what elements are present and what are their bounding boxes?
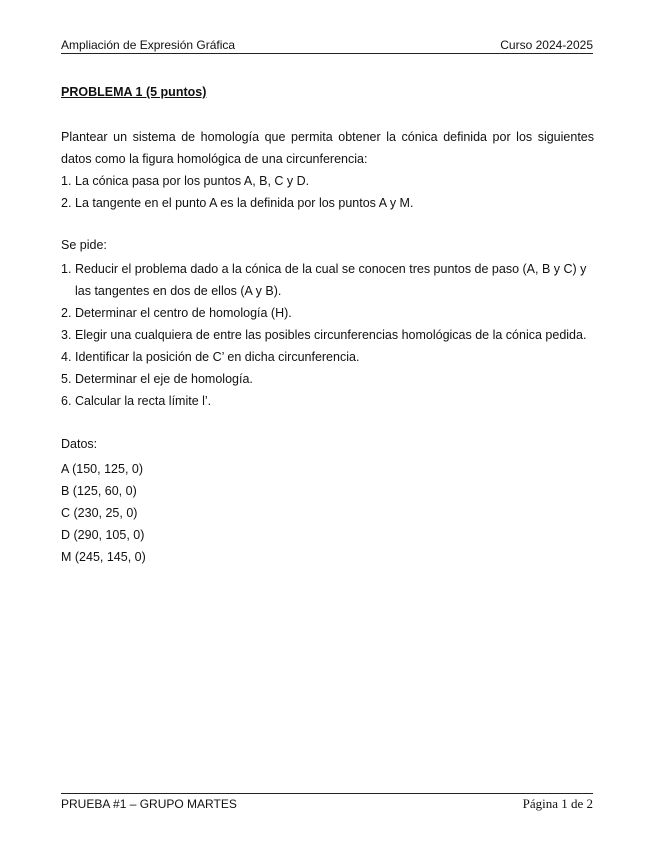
data-point: B (125, 60, 0) (61, 484, 137, 498)
page-indicator: Página 1 de 2 (522, 796, 593, 811)
list-number: 4. (61, 350, 72, 364)
list-item (61, 258, 596, 302)
steps-list (61, 258, 596, 412)
asks-label: Se pide: (61, 238, 107, 252)
list-item (61, 170, 596, 192)
problem-title: PROBLEMA 1 (5 puntos) (61, 85, 207, 99)
list-text: La tangente en el punto A es la definida por los puntos A y M. (75, 196, 414, 210)
list-number: 5. (61, 372, 72, 386)
list-item (61, 390, 596, 412)
data-point: A (150, 125, 0) (61, 462, 144, 476)
data-point: M (245, 145, 0) (61, 550, 146, 564)
list-item (61, 324, 596, 346)
list-text: Calcular la recta límite l’. (75, 394, 212, 408)
problem-statement: Plantear un sistema de homología que permita obtener la cónica definida por los siguientes datos como la figura homológica de una circunferencia: (61, 130, 594, 166)
list-text: La cónica pasa por los puntos A, B, C y D. (75, 174, 310, 188)
data-label: Datos: (61, 437, 98, 451)
list-number: 1. (61, 174, 72, 188)
list-text: Identificar la posición de C’ en dicha circunferencia. (75, 350, 360, 364)
list-item (61, 368, 596, 390)
list-number: 1. (61, 262, 72, 276)
list-number: 2. (61, 196, 72, 210)
data-point: C (230, 25, 0) (61, 506, 138, 520)
list-text: Determinar el centro de homología (H). (75, 306, 292, 320)
list-text: Elegir una cualquiera de entre las posibles circunferencias homológicas de la cónica pedida. (75, 328, 587, 342)
list-number: 6. (61, 394, 72, 408)
page-footer (61, 793, 593, 810)
list-item (61, 302, 596, 324)
academic-year: Curso 2024-2025 (500, 38, 593, 52)
data-points-list (61, 458, 146, 568)
list-item (61, 192, 596, 214)
list-number: 2. (61, 306, 72, 320)
list-text: Determinar el eje de homología. (75, 372, 253, 386)
list-item (61, 346, 596, 368)
list-number: 3. (61, 328, 72, 342)
course-name: Ampliación de Expresión Gráfica (61, 38, 236, 52)
exam-group: PRUEBA #1 – GRUPO MARTES (61, 797, 237, 811)
page-header (61, 37, 593, 54)
list-text: Reducir el problema dado a la cónica de la cual se conocen tres puntos de paso (A, B y C) y las tangentes en dos de ellos (A y B). (75, 262, 587, 298)
data-point: D (290, 105, 0) (61, 528, 145, 542)
conditions-list (61, 170, 596, 214)
